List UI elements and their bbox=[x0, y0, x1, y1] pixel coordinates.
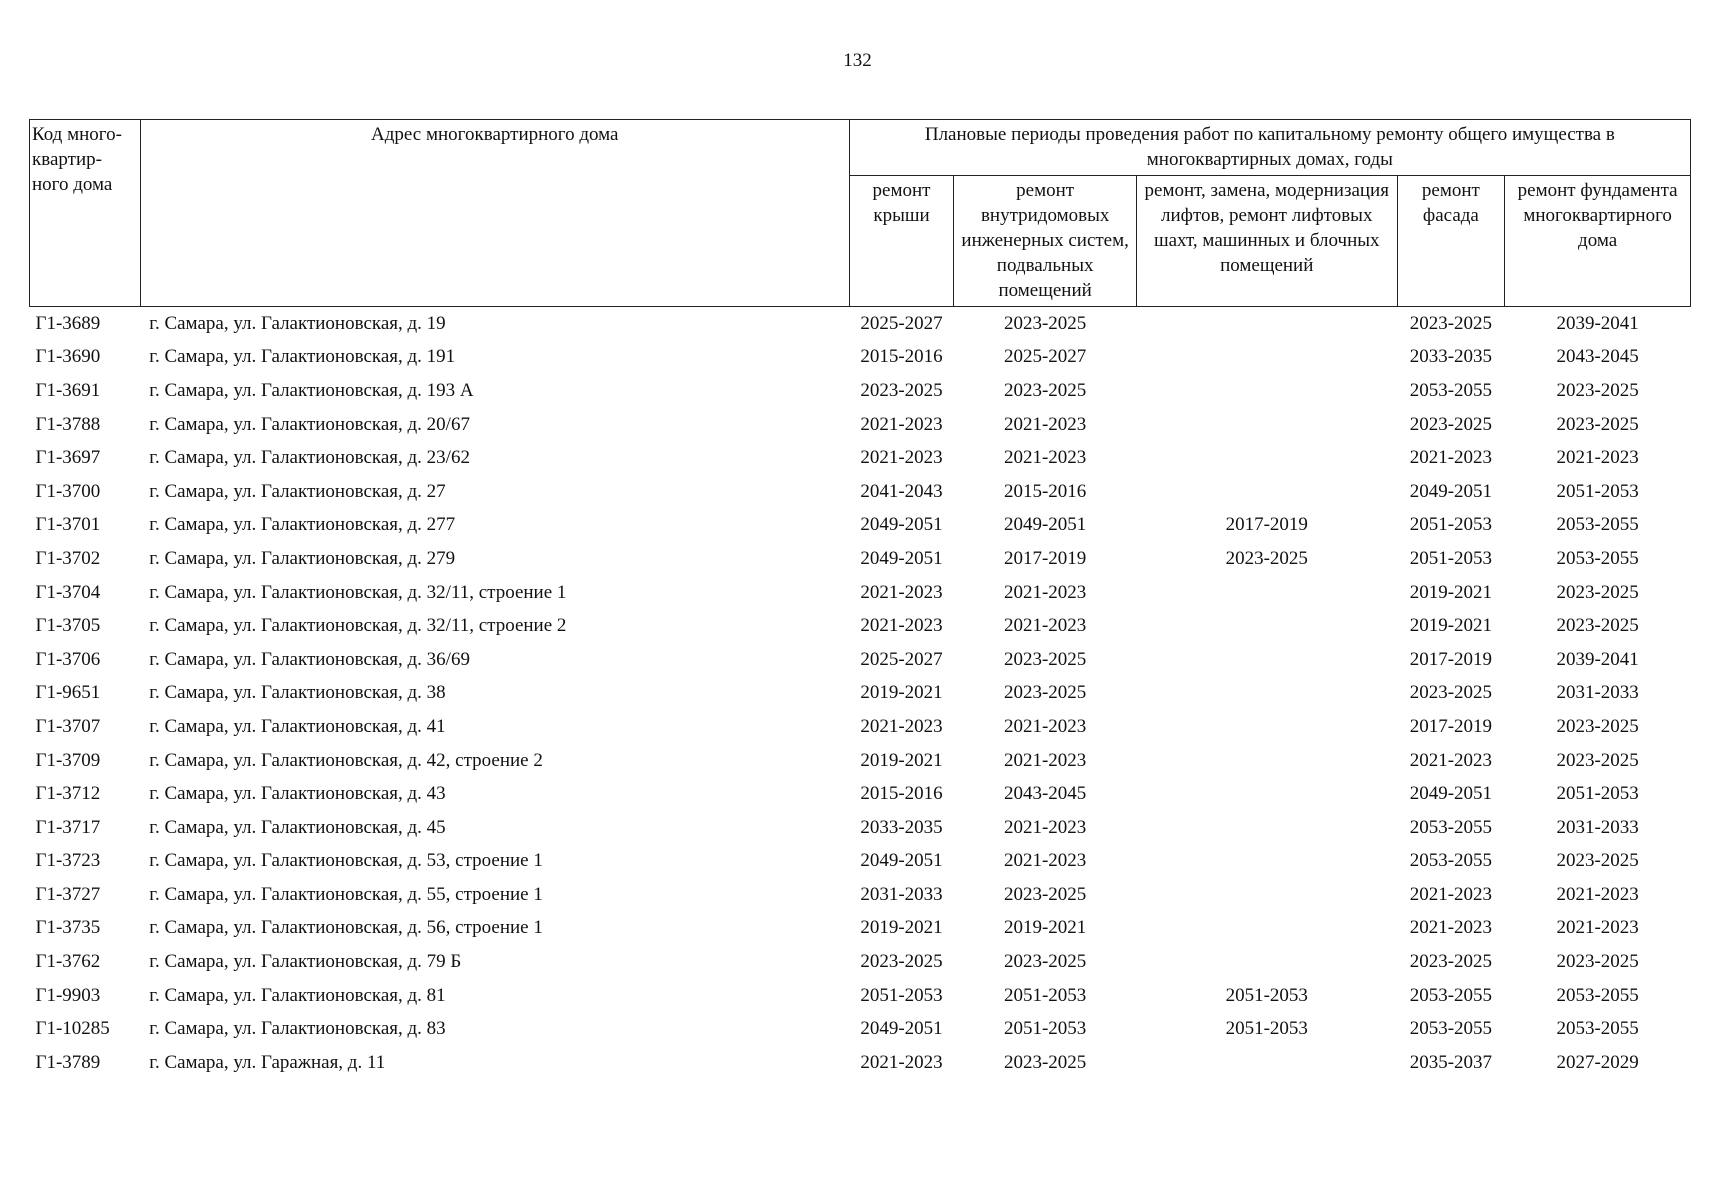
cell-systems: 2051-2053 bbox=[1003, 984, 1087, 1006]
cell-facade: 2019-2021 bbox=[1409, 615, 1493, 637]
cell-lifts bbox=[1136, 878, 1397, 912]
cell-lifts bbox=[1136, 945, 1397, 979]
cell-roof: 2049-2051 bbox=[860, 850, 943, 872]
cell-facade: 2019-2021 bbox=[1409, 581, 1493, 603]
cell-foundation: 2043-2045 bbox=[1556, 346, 1639, 368]
cell-code: Г1-3706 bbox=[35, 648, 101, 670]
cell-facade: 2051-2053 bbox=[1409, 514, 1493, 536]
cell-address: г. Самара, ул. Галактионовская, д. 41 bbox=[149, 715, 446, 737]
cell-address: г. Самара, ул. Галактионовская, д. 279 bbox=[149, 547, 456, 569]
header-address: Адрес многоквартирного дома bbox=[140, 120, 849, 307]
cell-facade: 2021-2023 bbox=[1409, 883, 1493, 905]
cell-foundation: 2031-2033 bbox=[1556, 682, 1639, 704]
cell-lifts bbox=[1136, 744, 1397, 778]
cell-lifts bbox=[1136, 777, 1397, 811]
cell-foundation: 2053-2055 bbox=[1556, 1018, 1639, 1040]
cell-roof: 2015-2016 bbox=[860, 783, 943, 805]
cell-facade: 2023-2025 bbox=[1409, 682, 1493, 704]
cell-lifts: 2051-2053 bbox=[1225, 984, 1308, 1006]
header-facade: ремонт фасада bbox=[1397, 176, 1505, 307]
table-row bbox=[30, 475, 1691, 509]
cell-foundation: 2023-2025 bbox=[1556, 581, 1639, 603]
cell-roof: 2021-2023 bbox=[860, 715, 943, 737]
table-row bbox=[30, 1046, 1691, 1080]
header-systems: ремонт внутридомовых инженерных систем, подвальных помещений bbox=[954, 176, 1137, 307]
cell-address: г. Самара, ул. Галактионовская, д. 193 А bbox=[149, 379, 474, 401]
cell-address: г. Самара, ул. Галактионовская, д. 45 bbox=[149, 816, 446, 838]
header-roof: ремонт крыши bbox=[849, 176, 954, 307]
cell-code: Г1-3697 bbox=[35, 447, 101, 469]
cell-roof: 2023-2025 bbox=[860, 951, 943, 973]
cell-facade: 2021-2023 bbox=[1409, 749, 1493, 771]
cell-systems: 2021-2023 bbox=[1003, 447, 1087, 469]
cell-roof: 2021-2023 bbox=[860, 581, 943, 603]
cell-address: г. Самара, ул. Галактионовская, д. 79 Б bbox=[149, 951, 462, 973]
cell-code: Г1-3691 bbox=[35, 379, 101, 401]
cell-foundation: 2027-2029 bbox=[1556, 1051, 1639, 1073]
cell-roof: 2041-2043 bbox=[860, 480, 943, 502]
cell-address: г. Самара, ул. Галактионовская, д. 53, строение 1 bbox=[149, 850, 543, 872]
header-code: Код много-квартир-ного дома bbox=[30, 120, 141, 307]
cell-lifts bbox=[1136, 811, 1397, 845]
cell-systems: 2021-2023 bbox=[1003, 749, 1087, 771]
cell-systems: 2023-2025 bbox=[1003, 379, 1087, 401]
cell-foundation: 2031-2033 bbox=[1556, 816, 1639, 838]
cell-foundation: 2021-2023 bbox=[1556, 447, 1639, 469]
cell-address: г. Самара, ул. Галактионовская, д. 56, строение 1 bbox=[149, 917, 543, 939]
cell-systems: 2023-2025 bbox=[1003, 682, 1087, 704]
cell-code: Г1-3709 bbox=[35, 749, 101, 771]
cell-lifts bbox=[1136, 441, 1397, 475]
cell-foundation: 2023-2025 bbox=[1556, 715, 1639, 737]
cell-code: Г1-10285 bbox=[35, 1018, 110, 1040]
cell-systems: 2021-2023 bbox=[1003, 413, 1087, 435]
cell-code: Г1-3704 bbox=[35, 581, 101, 603]
cell-facade: 2053-2055 bbox=[1409, 379, 1493, 401]
cell-roof: 2021-2023 bbox=[860, 1051, 943, 1073]
cell-foundation: 2039-2041 bbox=[1556, 312, 1639, 334]
cell-code: Г1-3701 bbox=[35, 514, 101, 536]
table-row bbox=[30, 542, 1691, 576]
cell-lifts bbox=[1136, 912, 1397, 946]
cell-facade: 2023-2025 bbox=[1409, 413, 1493, 435]
table-row bbox=[30, 979, 1691, 1013]
cell-address: г. Самара, ул. Галактионовская, д. 23/62 bbox=[149, 447, 470, 469]
cell-foundation: 2021-2023 bbox=[1556, 883, 1639, 905]
cell-code: Г1-3717 bbox=[35, 816, 101, 838]
cell-systems: 2021-2023 bbox=[1003, 850, 1087, 872]
cell-address: г. Самара, ул. Галактионовская, д. 19 bbox=[149, 312, 446, 334]
header-lifts: ремонт, замена, модернизация лифтов, ремонт лифтовых шахт, машинных и блочных помещений bbox=[1136, 176, 1397, 307]
cell-code: Г1-9651 bbox=[35, 682, 101, 704]
cell-facade: 2053-2055 bbox=[1409, 816, 1493, 838]
cell-foundation: 2053-2055 bbox=[1556, 984, 1639, 1006]
cell-systems: 2021-2023 bbox=[1003, 581, 1087, 603]
cell-address: г. Самара, ул. Гаражная, д. 11 bbox=[149, 1051, 386, 1073]
cell-address: г. Самара, ул. Галактионовская, д. 38 bbox=[149, 682, 446, 704]
cell-facade: 2021-2023 bbox=[1409, 447, 1493, 469]
cell-foundation: 2023-2025 bbox=[1556, 850, 1639, 872]
cell-foundation: 2023-2025 bbox=[1556, 749, 1639, 771]
cell-address: г. Самара, ул. Галактионовская, д. 277 bbox=[149, 514, 456, 536]
cell-facade: 2023-2025 bbox=[1409, 951, 1493, 973]
cell-roof: 2021-2023 bbox=[860, 615, 943, 637]
cell-code: Г1-9903 bbox=[35, 984, 101, 1006]
table-row bbox=[30, 609, 1691, 643]
cell-systems: 2021-2023 bbox=[1003, 816, 1087, 838]
cell-code: Г1-3702 bbox=[35, 547, 101, 569]
cell-lifts bbox=[1136, 845, 1397, 879]
cell-code: Г1-3705 bbox=[35, 615, 101, 637]
cell-foundation: 2023-2025 bbox=[1556, 615, 1639, 637]
cell-lifts bbox=[1136, 609, 1397, 643]
cell-facade: 2035-2037 bbox=[1409, 1051, 1493, 1073]
cell-lifts bbox=[1136, 374, 1397, 408]
cell-facade: 2049-2051 bbox=[1409, 783, 1493, 805]
table-row bbox=[30, 777, 1691, 811]
cell-lifts bbox=[1136, 307, 1397, 341]
cell-address: г. Самара, ул. Галактионовская, д. 42, строение 2 bbox=[149, 749, 543, 771]
cell-code: Г1-3707 bbox=[35, 715, 101, 737]
cell-facade: 2017-2019 bbox=[1409, 648, 1493, 670]
cell-address: г. Самара, ул. Галактионовская, д. 36/69 bbox=[149, 648, 470, 670]
table-row bbox=[30, 878, 1691, 912]
page-number: 132 bbox=[843, 50, 872, 71]
cell-foundation: 2023-2025 bbox=[1556, 379, 1639, 401]
cell-foundation: 2053-2055 bbox=[1556, 514, 1639, 536]
table-row bbox=[30, 307, 1691, 341]
table-row bbox=[30, 710, 1691, 744]
cell-systems: 2017-2019 bbox=[1003, 547, 1087, 569]
cell-systems: 2023-2025 bbox=[1003, 312, 1087, 334]
cell-address: г. Самара, ул. Галактионовская, д. 83 bbox=[149, 1018, 446, 1040]
cell-facade: 2053-2055 bbox=[1409, 850, 1493, 872]
cell-roof: 2021-2023 bbox=[860, 447, 943, 469]
cell-roof: 2021-2023 bbox=[860, 413, 943, 435]
cell-systems: 2015-2016 bbox=[1003, 480, 1087, 502]
cell-lifts bbox=[1136, 576, 1397, 610]
cell-foundation: 2053-2055 bbox=[1556, 547, 1639, 569]
cell-address: г. Самара, ул. Галактионовская, д. 27 bbox=[149, 480, 446, 502]
cell-lifts bbox=[1136, 643, 1397, 677]
cell-address: г. Самара, ул. Галактионовская, д. 32/11, строение 2 bbox=[149, 615, 567, 637]
cell-roof: 2023-2025 bbox=[860, 379, 943, 401]
cell-roof: 2033-2035 bbox=[860, 816, 943, 838]
cell-lifts bbox=[1136, 475, 1397, 509]
table-row bbox=[30, 576, 1691, 610]
cell-code: Г1-3723 bbox=[35, 850, 101, 872]
table-row bbox=[30, 1012, 1691, 1046]
header-periods-group: Плановые периоды проведения работ по капитальному ремонту общего имущества в многоквартирных домах, годы bbox=[849, 120, 1690, 176]
cell-address: г. Самара, ул. Галактионовская, д. 43 bbox=[149, 783, 446, 805]
cell-systems: 2023-2025 bbox=[1003, 883, 1087, 905]
cell-lifts bbox=[1136, 710, 1397, 744]
cell-address: г. Самара, ул. Галактионовская, д. 81 bbox=[149, 984, 446, 1006]
cell-facade: 2053-2055 bbox=[1409, 984, 1493, 1006]
cell-address: г. Самара, ул. Галактионовская, д. 32/11, строение 1 bbox=[149, 581, 567, 603]
table-row bbox=[30, 845, 1691, 879]
cell-roof: 2049-2051 bbox=[860, 514, 943, 536]
cell-systems: 2023-2025 bbox=[1003, 1051, 1087, 1073]
cell-code: Г1-3788 bbox=[35, 413, 101, 435]
cell-foundation: 2023-2025 bbox=[1556, 413, 1639, 435]
cell-foundation: 2051-2053 bbox=[1556, 480, 1639, 502]
cell-facade: 2023-2025 bbox=[1409, 312, 1493, 334]
cell-systems: 2051-2053 bbox=[1003, 1018, 1087, 1040]
cell-lifts bbox=[1136, 1046, 1397, 1080]
cell-code: Г1-3789 bbox=[35, 1051, 101, 1073]
cell-roof: 2031-2033 bbox=[860, 883, 943, 905]
table-row bbox=[30, 341, 1691, 375]
cell-code: Г1-3762 bbox=[35, 951, 101, 973]
cell-roof: 2049-2051 bbox=[860, 1018, 943, 1040]
table-row bbox=[30, 912, 1691, 946]
repair-schedule-table bbox=[29, 119, 1691, 1080]
cell-code: Г1-3712 bbox=[35, 783, 101, 805]
cell-facade: 2049-2051 bbox=[1409, 480, 1493, 502]
cell-code: Г1-3735 bbox=[35, 917, 101, 939]
cell-roof: 2025-2027 bbox=[860, 648, 943, 670]
cell-systems: 2019-2021 bbox=[1003, 917, 1087, 939]
cell-lifts: 2017-2019 bbox=[1225, 514, 1308, 536]
table-row bbox=[30, 643, 1691, 677]
cell-systems: 2025-2027 bbox=[1003, 346, 1087, 368]
header-foundation: ремонт фундамента многоквартирного дома bbox=[1505, 176, 1691, 307]
cell-systems: 2049-2051 bbox=[1003, 514, 1087, 536]
cell-code: Г1-3690 bbox=[35, 346, 101, 368]
cell-facade: 2021-2023 bbox=[1409, 917, 1493, 939]
cell-foundation: 2023-2025 bbox=[1556, 951, 1639, 973]
cell-facade: 2033-2035 bbox=[1409, 346, 1493, 368]
cell-systems: 2023-2025 bbox=[1003, 648, 1087, 670]
table-body bbox=[30, 307, 1691, 1080]
cell-systems: 2023-2025 bbox=[1003, 951, 1087, 973]
cell-systems: 2021-2023 bbox=[1003, 615, 1087, 637]
table-row bbox=[30, 509, 1691, 543]
table-row bbox=[30, 677, 1691, 711]
cell-code: Г1-3700 bbox=[35, 480, 101, 502]
cell-roof: 2019-2021 bbox=[860, 749, 943, 771]
table-header bbox=[30, 120, 1691, 307]
cell-roof: 2019-2021 bbox=[860, 682, 943, 704]
cell-roof: 2025-2027 bbox=[860, 312, 943, 334]
cell-lifts: 2051-2053 bbox=[1225, 1018, 1308, 1040]
cell-facade: 2017-2019 bbox=[1409, 715, 1493, 737]
cell-systems: 2021-2023 bbox=[1003, 715, 1087, 737]
cell-code: Г1-3689 bbox=[35, 312, 101, 334]
cell-systems: 2043-2045 bbox=[1003, 783, 1087, 805]
cell-lifts bbox=[1136, 408, 1397, 442]
cell-foundation: 2051-2053 bbox=[1556, 783, 1639, 805]
cell-address: г. Самара, ул. Галактионовская, д. 191 bbox=[149, 346, 456, 368]
cell-roof: 2015-2016 bbox=[860, 346, 943, 368]
cell-lifts bbox=[1136, 677, 1397, 711]
cell-address: г. Самара, ул. Галактионовская, д. 55, строение 1 bbox=[149, 883, 543, 905]
cell-code: Г1-3727 bbox=[35, 883, 101, 905]
cell-lifts bbox=[1136, 341, 1397, 375]
cell-roof: 2019-2021 bbox=[860, 917, 943, 939]
table-row bbox=[30, 945, 1691, 979]
table-row bbox=[30, 374, 1691, 408]
table-row bbox=[30, 408, 1691, 442]
table-row bbox=[30, 744, 1691, 778]
cell-roof: 2051-2053 bbox=[860, 984, 943, 1006]
cell-foundation: 2021-2023 bbox=[1556, 917, 1639, 939]
cell-facade: 2053-2055 bbox=[1409, 1018, 1493, 1040]
table-row bbox=[30, 441, 1691, 475]
table-row bbox=[30, 811, 1691, 845]
cell-roof: 2049-2051 bbox=[860, 547, 943, 569]
cell-address: г. Самара, ул. Галактионовская, д. 20/67 bbox=[149, 413, 470, 435]
cell-facade: 2051-2053 bbox=[1409, 547, 1493, 569]
cell-foundation: 2039-2041 bbox=[1556, 648, 1639, 670]
cell-lifts: 2023-2025 bbox=[1225, 547, 1308, 569]
